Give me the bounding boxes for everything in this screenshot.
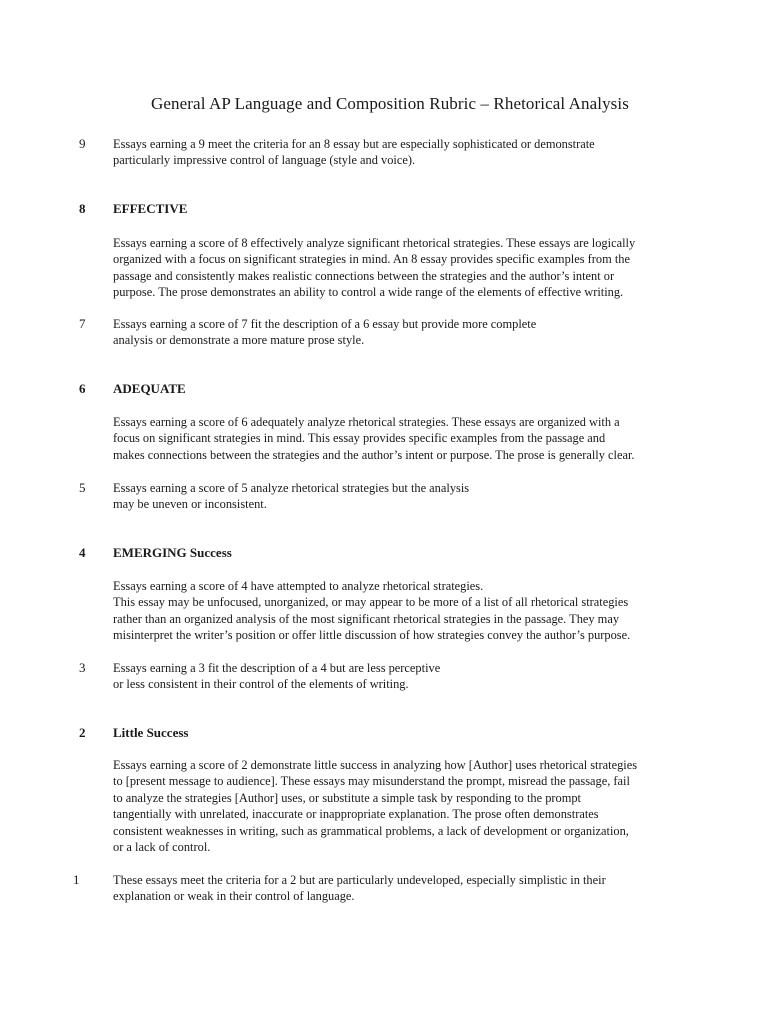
score-9-description — [113, 136, 713, 169]
text-line: consistent weaknesses in writing, such as grammatical problems, a lack of development or organization, — [113, 823, 629, 838]
score-4-heading: EMERGING Success — [113, 545, 232, 560]
text-line: Essays earning a 3 fit the description of a 4 but are less perceptive — [113, 661, 441, 675]
score-2-heading: Little Success — [113, 725, 189, 740]
text-line: Essays earning a score of 2 demonstrate little success in analyzing how [Author] uses rhetorical strategies — [113, 758, 638, 772]
text-line: misinterpret the writer’s position or offer little discussion of how strategies convey the author’s purpose. — [113, 628, 631, 643]
text-line: Essays earning a score of 5 analyze rhetorical strategies but the analysis — [113, 481, 470, 495]
score-6-number: 6 — [79, 381, 86, 396]
text-line: may be uneven or inconsistent. — [113, 497, 267, 512]
text-line: Essays earning a score of 8 effectively analyze significant rhetorical strategies. These essays are logically — [113, 236, 636, 250]
score-7-description — [113, 316, 713, 349]
text-line: makes connections between the strategies and the author’s intent or purpose. The prose is generally clear. — [113, 447, 635, 462]
score-2-description — [113, 757, 713, 855]
score-4-number: 4 — [79, 545, 86, 560]
page-title: General AP Language and Composition Rubric – Rhetorical Analysis — [151, 94, 629, 113]
text-line: tangentially with unrelated, inaccurate or inappropriate explanation. The prose often demonstrates — [113, 807, 599, 822]
score-8-heading: EFFECTIVE — [113, 201, 188, 216]
score-8-description — [113, 235, 713, 301]
text-line: Essays earning a score of 4 have attempted to analyze rhetorical strategies. — [113, 579, 484, 593]
text-line: purpose. The prose demonstrates an ability to control a wide range of the elements of effective writing. — [113, 285, 624, 300]
score-2-number: 2 — [79, 725, 86, 740]
text-line: These essays meet the criteria for a 2 but are particularly undeveloped, especially simplistic in their — [113, 873, 606, 887]
text-line: explanation or weak in their control of language. — [113, 889, 355, 904]
text-line: passage and consistently makes realistic connections between the strategies and the author’s intent or — [113, 268, 615, 283]
text-line: particularly impressive control of language (style and voice). — [113, 153, 416, 168]
text-line: or less consistent in their control of the elements of writing. — [113, 677, 409, 692]
text-line: to [present message to audience]. These essays may misunderstand the prompt, misread the passage, fail — [113, 774, 630, 789]
score-7-number: 7 — [79, 316, 86, 331]
score-5-number: 5 — [79, 480, 86, 495]
score-8-number: 8 — [79, 201, 86, 216]
score-6-description — [113, 414, 713, 463]
text-line: to analyze the strategies [Author] uses, or substitute a simple task by responding to the prompt — [113, 790, 581, 805]
score-1-description — [113, 872, 713, 905]
score-3-number: 3 — [79, 660, 86, 675]
score-9-number: 9 — [79, 136, 86, 151]
score-1-number: 1 — [73, 872, 80, 887]
text-line: Essays earning a 9 meet the criteria for an 8 essay but are especially sophisticated or demonstrate — [113, 137, 595, 151]
text-line: rather than an organized analysis of the most significant rhetorical strategies in the passage. They may — [113, 611, 620, 626]
text-line: or a lack of control. — [113, 840, 211, 855]
score-6-heading: ADEQUATE — [113, 381, 186, 396]
score-4-description — [113, 578, 713, 644]
text-line: Essays earning a score of 7 fit the description of a 6 essay but provide more complete — [113, 317, 537, 331]
text-line: Essays earning a score of 6 adequately analyze rhetorical strategies. These essays are organized with a — [113, 415, 620, 429]
score-3-description — [113, 660, 713, 693]
score-5-description — [113, 480, 713, 513]
text-line: analysis or demonstrate a more mature prose style. — [113, 333, 365, 348]
text-line: focus on significant strategies in mind. This essay provides specific examples from the passage and — [113, 431, 606, 446]
text-line: organized with a focus on significant strategies in mind. An 8 essay provides specific examples from the — [113, 252, 630, 267]
text-line: This essay may be unfocused, unorganized, or may appear to be more of a list of all rhetorical strategies — [113, 595, 629, 610]
